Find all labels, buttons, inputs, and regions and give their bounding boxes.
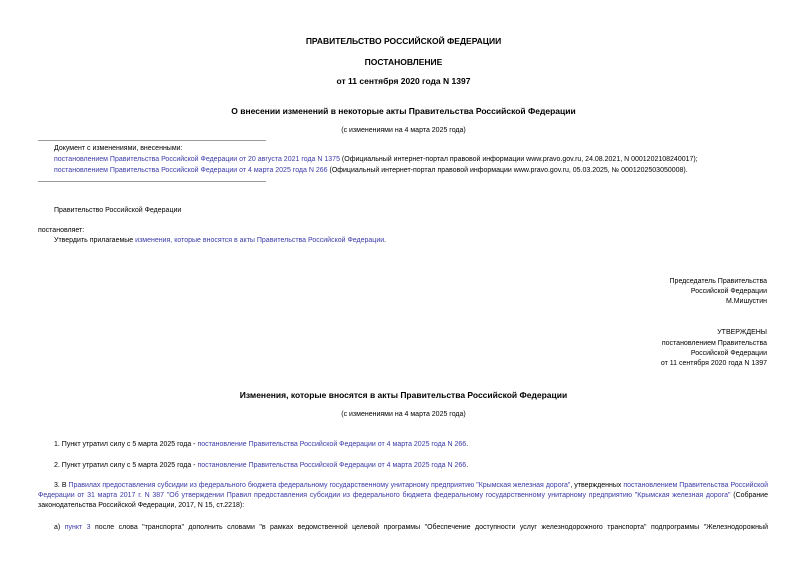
amendments-intro: Документ с изменениями, внесенными: bbox=[54, 145, 183, 152]
amendments-bottom-rule bbox=[38, 181, 266, 182]
resolution-link[interactable]: постановлением Правительства Российской Федерации от 31 марта 2017 г. N 387 "Об утверждении Правил предоставления субсидии из федерального бюджета федеральному государственному унитарному предприятию "Крымская железная дорога" bbox=[38, 482, 769, 499]
amendment-item bbox=[54, 166, 688, 176]
change-item-text: 3. В bbox=[54, 482, 69, 489]
signature-name: М.Мишустин bbox=[725, 298, 767, 305]
approved-body: Российской Федерации bbox=[690, 350, 767, 357]
decrees-word: постановляет: bbox=[38, 227, 85, 234]
change-item-text: а) bbox=[54, 524, 65, 531]
change-item-3a bbox=[54, 523, 768, 533]
change-item-1 bbox=[54, 440, 468, 450]
approved-date-number: от 11 сентября 2020 года N 1397 bbox=[660, 360, 767, 367]
amendment-link[interactable]: постановлением Правительства Российской Федерации от 20 августа 2021 года N 1375 bbox=[54, 156, 340, 163]
change-item-link[interactable]: постановление Правительства Российской Федерации от 4 марта 2025 года N 266 bbox=[197, 462, 467, 469]
approved-heading: УТВЕРЖДЕНЫ bbox=[717, 329, 767, 336]
approve-link[interactable]: изменения, которые вносятся в акты Правительства Российской Федерации bbox=[135, 237, 385, 244]
change-item-suffix: . bbox=[466, 441, 469, 448]
amendments-top-rule bbox=[38, 140, 266, 141]
revision-note: (с изменениями на 4 марта 2025 года) bbox=[341, 127, 466, 134]
amendment-link[interactable]: постановлением Правительства Российской Федерации от 4 марта 2025 года N 266 bbox=[54, 167, 328, 174]
government-heading: ПРАВИТЕЛЬСТВО РОССИЙСКОЙ ФЕДЕРАЦИИ bbox=[305, 36, 502, 46]
document-title: О внесении изменений в некоторые акты Правительства Российской Федерации bbox=[231, 106, 576, 116]
signature-body: Российской Федерации bbox=[690, 288, 767, 295]
amendment-source: (Официальный интернет-портал правовой информации www.pravo.gov.ru, 05.03.2025, № 0001202503050008). bbox=[327, 167, 688, 174]
document-type: ПОСТАНОВЛЕНИЕ bbox=[364, 57, 443, 67]
changes-title: Изменения, которые вносятся в акты Правительства Российской Федерации bbox=[239, 390, 568, 400]
issuer: Правительство Российской Федерации bbox=[54, 207, 182, 214]
point-3-link[interactable]: пункт 3 bbox=[64, 524, 91, 531]
change-item-3 bbox=[38, 481, 768, 511]
rules-link[interactable]: Правилах предоставления субсидии из федерального бюджета федеральному государственному унитарному предприятию "Крымская железная дорога" bbox=[68, 482, 571, 489]
change-item-link[interactable]: постановление Правительства Российской Федерации от 4 марта 2025 года N 266 bbox=[197, 441, 467, 448]
changes-revision-note: (с изменениями на 4 марта 2025 года) bbox=[341, 411, 466, 418]
amendment-source: (Официальный интернет-портал правовой информации www.pravo.gov.ru, 24.08.2021, N 0001202108240017); bbox=[339, 156, 698, 163]
document-date-number: от 11 сентября 2020 года N 1397 bbox=[336, 76, 471, 86]
change-item-text: , утвержденных bbox=[570, 482, 624, 489]
change-item-text: (Собрание законодательства Российской Федерации, 2017, N 15, ст.2218): bbox=[38, 492, 768, 509]
signature-position: Председатель Правительства bbox=[669, 278, 767, 285]
approve-suffix: . bbox=[384, 237, 387, 244]
amendment-item bbox=[54, 155, 698, 165]
change-item-suffix: . bbox=[466, 462, 469, 469]
change-item-text: 1. Пункт утратил силу с 5 марта 2025 года - bbox=[54, 441, 198, 448]
approve-prefix: Утвердить прилагаемые bbox=[54, 237, 136, 244]
approved-by: постановлением Правительства bbox=[661, 340, 767, 347]
approve-paragraph bbox=[54, 236, 386, 246]
change-item-2 bbox=[54, 461, 468, 471]
change-item-text: 2. Пункт утратил силу с 5 марта 2025 года - bbox=[54, 462, 198, 469]
change-item-text: после слова "транспорта" дополнить словами "в рамках ведомственной целевой программы "Обеспечение доступности услуг железнодорожного транспорта" подпрограммы "Железнодорожный bbox=[90, 524, 768, 531]
